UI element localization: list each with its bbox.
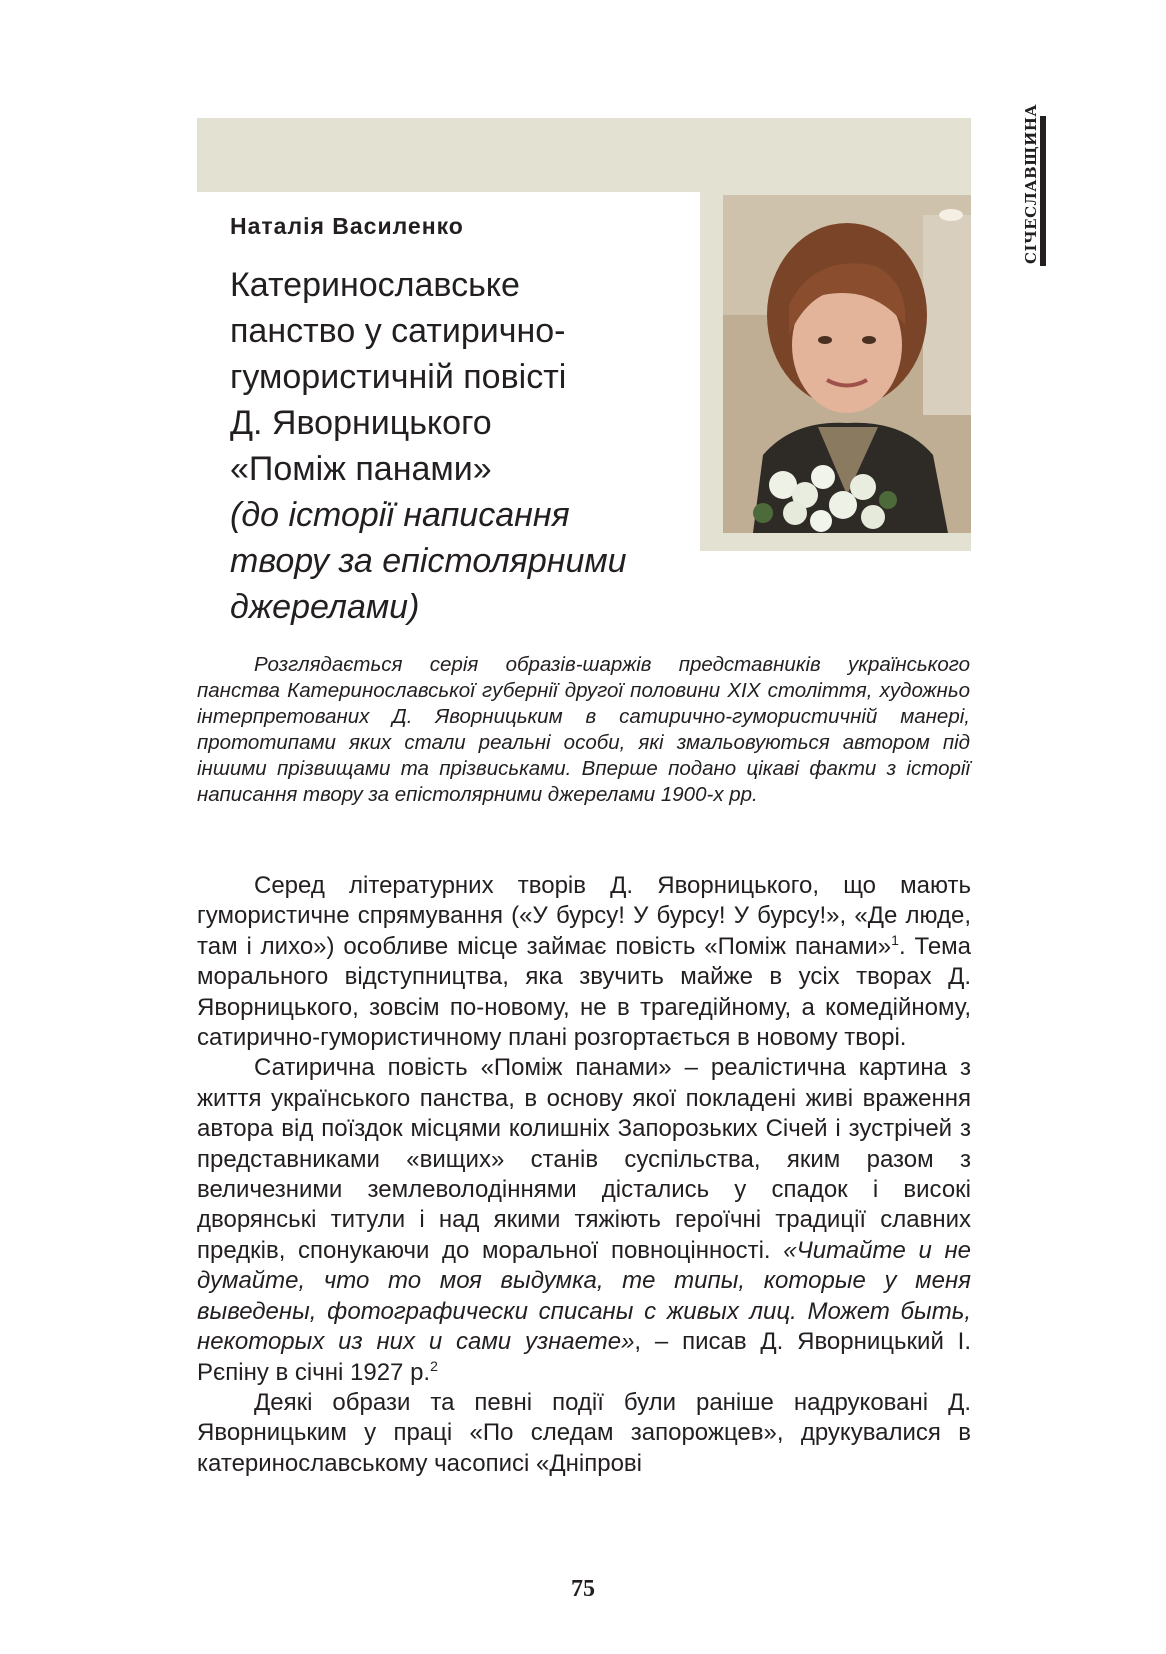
author-photo [723, 195, 971, 533]
title-line: гумористичній повісті [230, 358, 567, 396]
paragraph-text: Деякі образи та певні події були раніше надруковані Д. Яворницьким у праці «По следам запорожцев», друкувалися в катеринославському часописі «Дніпрові [197, 1388, 971, 1477]
article-body [197, 871, 971, 1479]
article-subtitle [230, 492, 670, 630]
header-band [197, 118, 971, 192]
title-line: панство у сатирично- [230, 312, 566, 350]
logo-text: СІЧЕСЛАВЩИНА [1022, 103, 1040, 264]
footnote-ref: 1 [891, 931, 899, 948]
title-line: Д. Яворницького [230, 404, 492, 442]
quote: «Читайте и не думайте, что то моя выдумка, те типы, которые у меня выведены, фотографически списаны с живых лиц. Может быть, некоторых из них и сами узнаете» [197, 1236, 971, 1356]
subtitle-line: твору за епістолярними [230, 542, 627, 580]
abstract: Розглядається серія образів-шаржів представників українського панства Катеринославської губернії другої половини XIX століття, художньо інтерпретованих Д. Яворницьким в сатирично-гумористичній манері, прототипами яких стали реальні особи, які змальовуються автором під іншими прізвищами та прізвиськами. Вперше подано цікаві факти з історії написання твору за епістолярними джерелами 1900-х рр. [197, 653, 970, 806]
subtitle-line: (до історії написання [230, 496, 570, 534]
title-line: «Поміж панами» [230, 450, 492, 488]
paragraph-text: . Тема морального відступництва, яка звучить майже в усіх творах Д. Яворницького, зовсім по-новому, не в трагедійному, а комедійному, сатирично-гумористичному плані розгортається в новому творі. [197, 932, 972, 1052]
article-title [230, 262, 670, 630]
author-name: Наталія Василенко [230, 213, 464, 239]
paragraph [197, 1388, 971, 1479]
paragraph [197, 871, 971, 1053]
paragraph-text: Сатирична повість «Поміж панами» – реалістична картина з життя українського панства, в основу якої покладені живі враження автора від поїздок місцями колишніх Запорозьких Січей і зустрічей з представниками «вищих» станів суспільства, яким разом з величезними землеволодіннями дістались у спадок і високі дворянські титули і над якими тяжіють героїчні традиції славних предків, спонукаючи до моральної повноцінності. [197, 1054, 971, 1264]
title-line: Катеринославське [230, 266, 520, 304]
footnote-ref: 2 [430, 1357, 438, 1374]
paragraph-text: Серед літературних творів Д. Яворницького, що мають гумористичне спрямування («У бурсу! У бурсу! У бурсу!», «Де люде, там і лихо») особливе місце займає повість «Поміж панами» [197, 872, 971, 960]
paragraph-text: , – писав Д. Яворницький І. Рєпіну в січні 1927 р. [197, 1328, 972, 1386]
page-number: 75 [571, 1576, 595, 1602]
journal-logo [1008, 103, 1046, 266]
paragraph [197, 1053, 971, 1387]
subtitle-line: джерелами) [230, 588, 420, 626]
